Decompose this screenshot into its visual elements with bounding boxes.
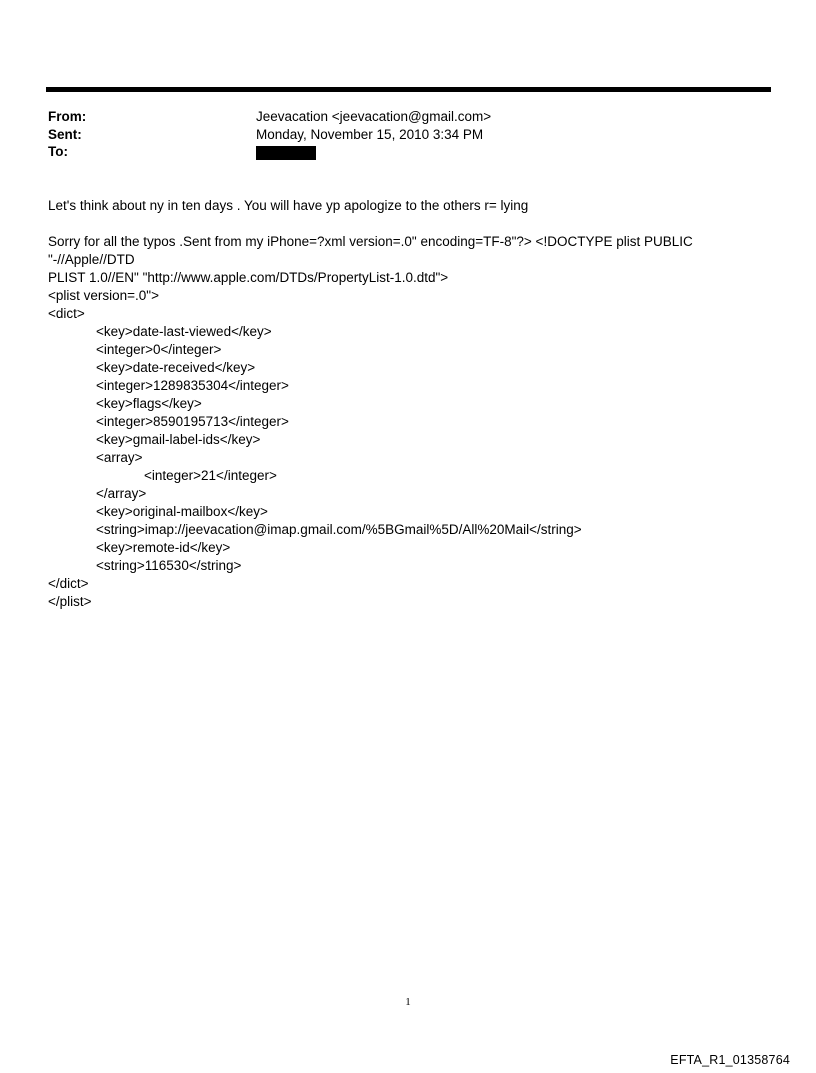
sent-value: Monday, November 15, 2010 3:34 PM	[256, 126, 484, 142]
email-header	[48, 108, 768, 161]
from-row	[48, 108, 768, 126]
plist-line: <key>original-mailbox</key>	[96, 504, 268, 519]
header-rule	[46, 87, 771, 92]
sent-row	[48, 126, 768, 144]
body-paragraph-2-line-1: Sorry for all the typos .Sent from my iPhone=?xml version=.0" encoding=TF-8"?> <!DOCTYPE plist PUBLIC "-//Apple//DTD	[48, 234, 693, 267]
plist-line: <key>date-last-viewed</key>	[96, 324, 272, 339]
plist-line: <dict>	[48, 306, 85, 321]
from-label: From:	[48, 109, 87, 124]
document-id: EFTA_R1_01358764	[670, 1053, 790, 1067]
plist-line: </plist>	[48, 594, 92, 609]
from-value: Jeevacation <jeevacation@gmail.com>	[256, 109, 492, 124]
plist-line: <string>116530</string>	[96, 558, 242, 573]
to-value	[256, 143, 768, 161]
plist-line: <string>imap://jeevacation@imap.gmail.com/%5BGmail%5D/All%20Mail</string>	[96, 522, 582, 537]
plist-line: <key>gmail-label-ids</key>	[96, 432, 261, 447]
sent-label: Sent:	[48, 126, 82, 142]
redaction-block	[256, 146, 316, 160]
body-paragraph-1: Let's think about ny in ten days . You will have yp apologize to the others r= lying	[48, 198, 529, 213]
email-body	[48, 197, 773, 611]
plist-line: <key>flags</key>	[96, 396, 202, 411]
body-paragraph-2-line-2: PLIST 1.0//EN" "http://www.apple.com/DTDs/PropertyList-1.0.dtd">	[48, 270, 449, 285]
plist-line: <integer>21</integer>	[144, 468, 277, 483]
plist-line: <plist version=.0">	[48, 288, 159, 303]
to-label: To:	[48, 144, 68, 159]
plist-line: <integer>0</integer>	[96, 342, 222, 357]
plist-line: </array>	[96, 486, 147, 501]
plist-line: <key>remote-id</key>	[96, 540, 231, 555]
plist-line: <array>	[96, 450, 143, 465]
plist-line: <integer>1289835304</integer>	[96, 378, 289, 393]
page-number: 1	[405, 996, 411, 1008]
plist-line: </dict>	[48, 576, 89, 591]
plist-line: <key>date-received</key>	[96, 360, 256, 375]
plist-line: <integer>8590195713</integer>	[96, 414, 289, 429]
to-row	[48, 143, 768, 161]
